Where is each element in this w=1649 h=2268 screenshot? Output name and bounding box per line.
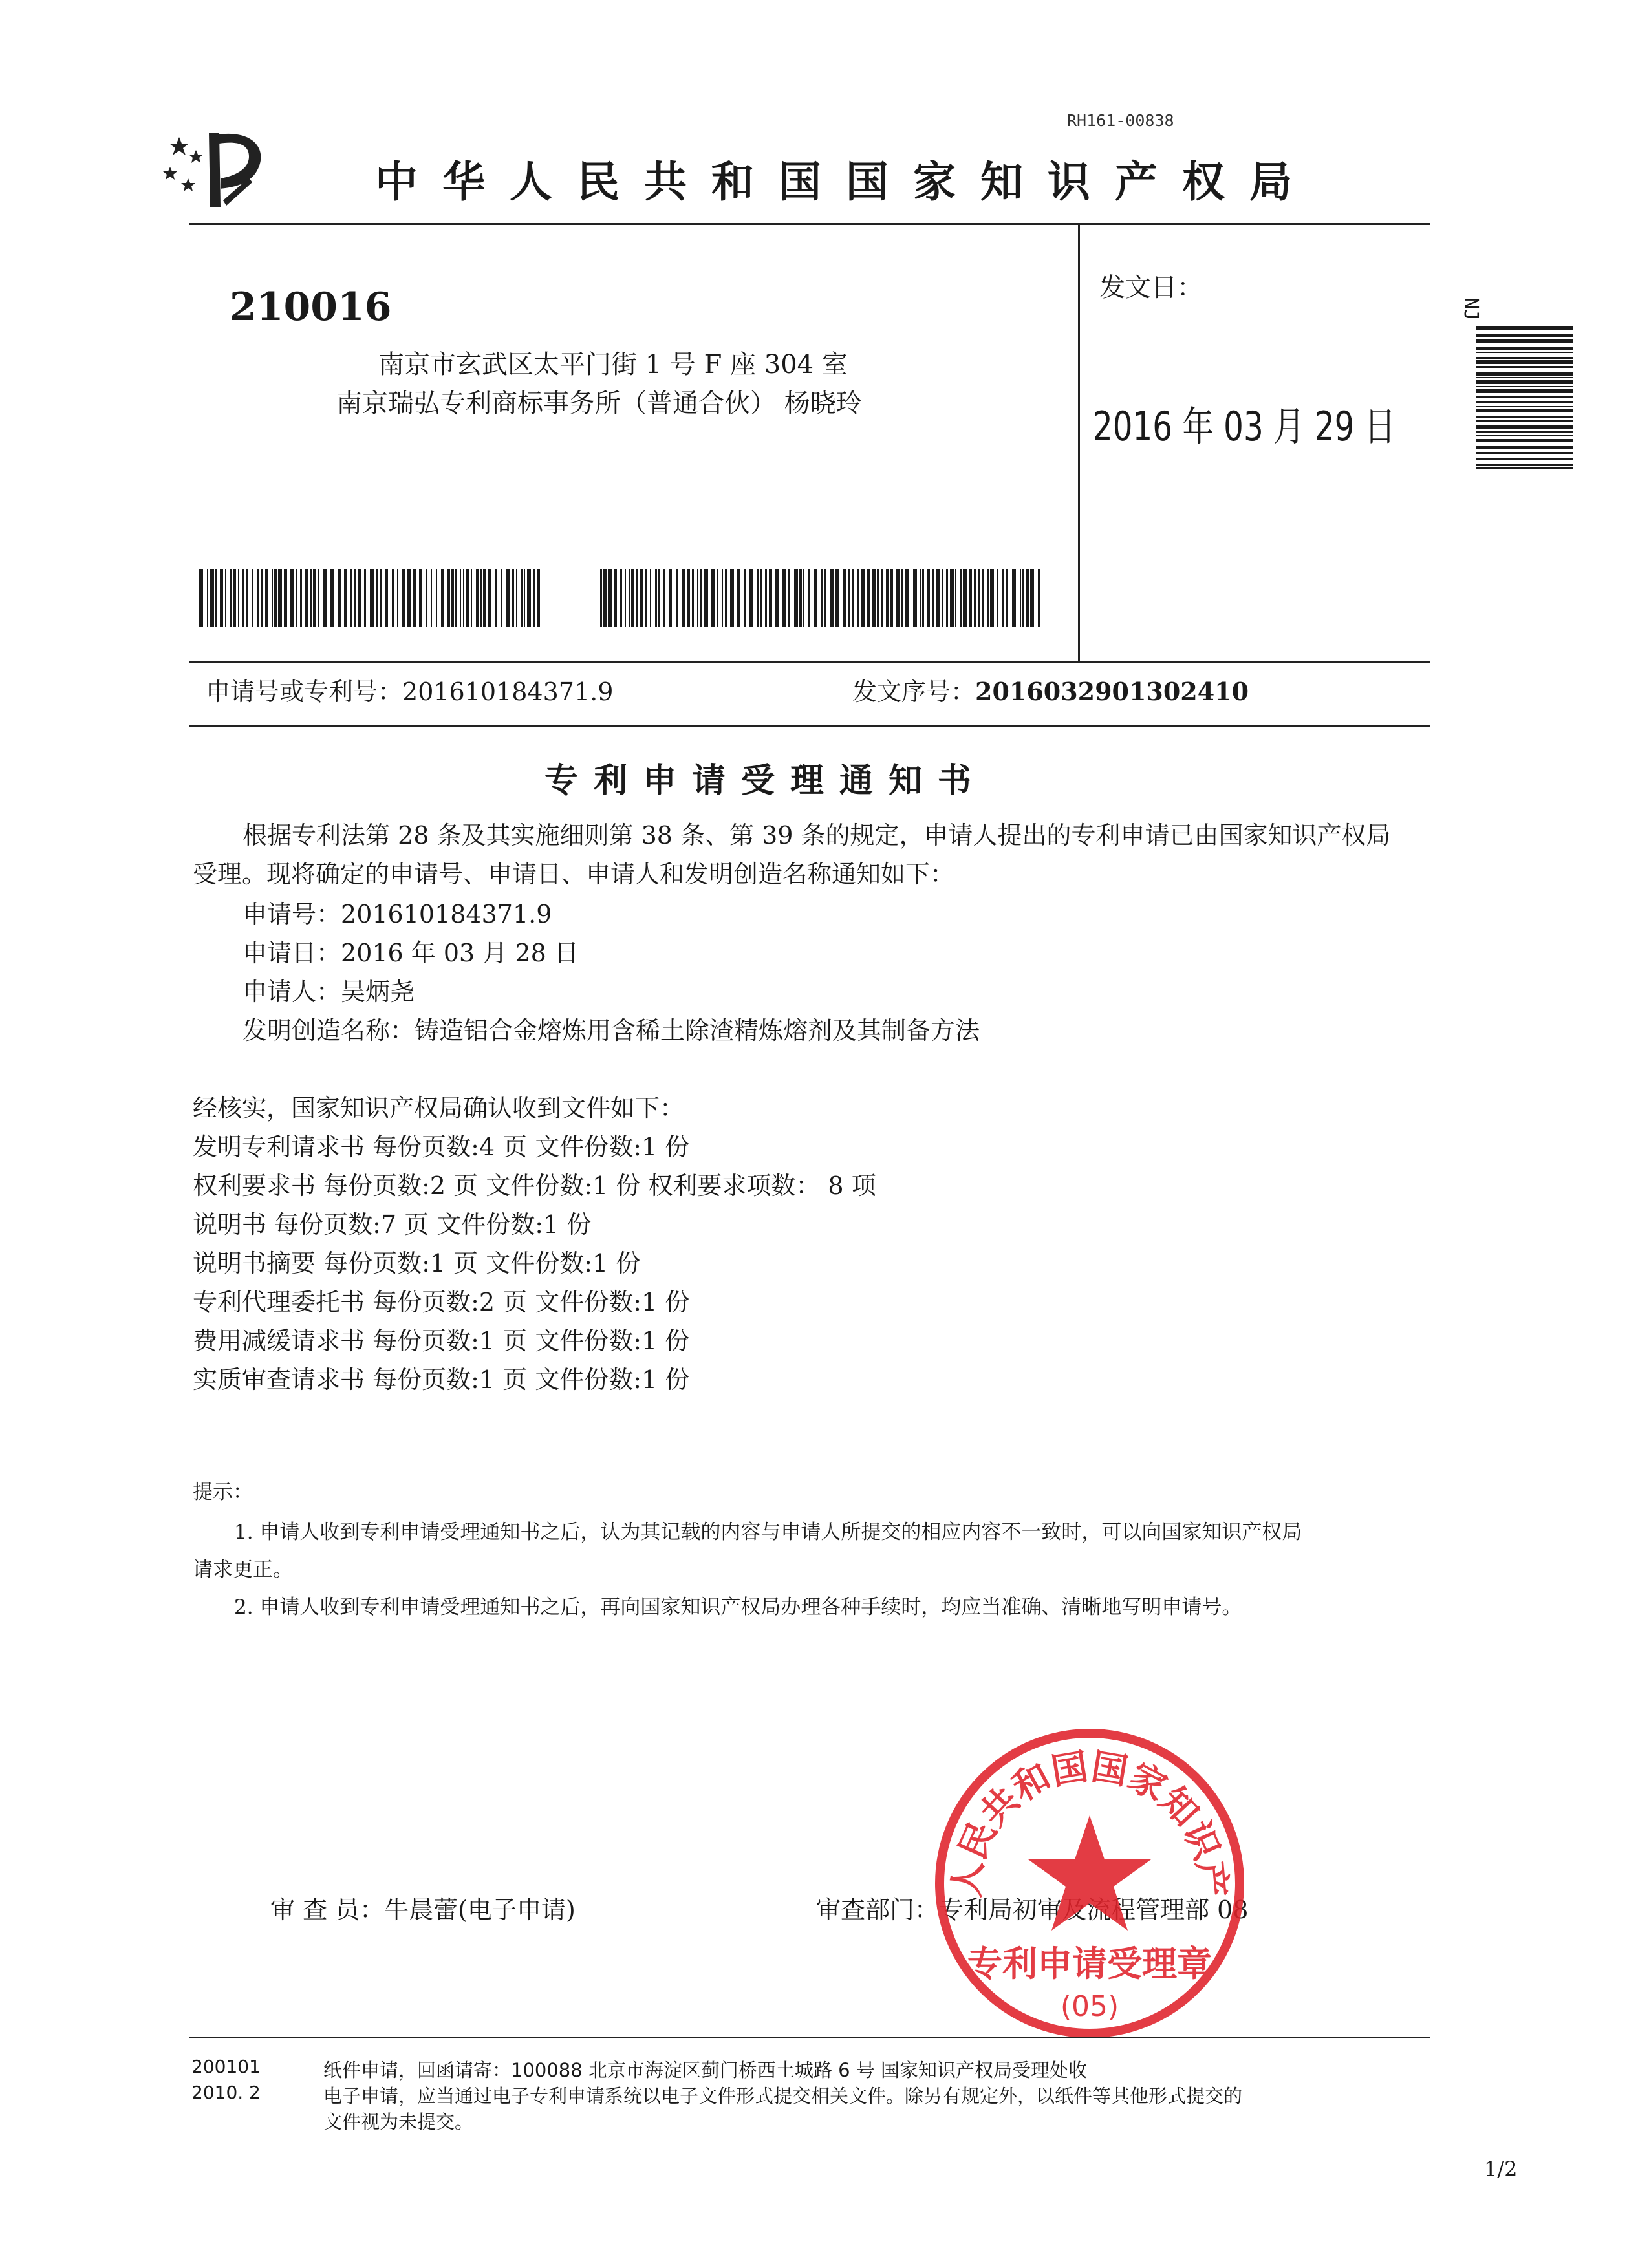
barcode-bar xyxy=(890,569,893,627)
department-value: 专利局初审及流程管理部 08 xyxy=(939,1896,1249,1924)
barcode-bar xyxy=(1476,439,1573,442)
barcode-bar xyxy=(717,569,718,627)
barcode-bar xyxy=(625,569,626,627)
document-item: 权利要求书 每份页数:2 页 文件份数:1 份 权利要求项数： 8 项 xyxy=(193,1171,876,1200)
barcode-bar xyxy=(230,569,232,627)
barcode-bar xyxy=(471,569,472,627)
barcode-bar xyxy=(483,569,486,627)
document-item: 实质审查请求书 每份页数:1 页 文件份数:1 份 xyxy=(193,1365,690,1394)
barcode-bar xyxy=(419,569,422,627)
barcode-bar xyxy=(658,569,660,627)
barcode-bar xyxy=(803,569,804,627)
document-item: 专利代理委托书 每份页数:2 页 文件份数:1 份 xyxy=(193,1288,690,1316)
barcode-bar xyxy=(252,569,253,627)
barcode-bar xyxy=(843,569,846,627)
barcode-bar xyxy=(527,569,531,627)
barcode-bar xyxy=(1026,569,1029,627)
barcode-bar xyxy=(814,569,817,627)
examiner-label: 审 查 员： xyxy=(270,1896,385,1924)
barcode-bar xyxy=(1476,435,1573,436)
barcode-bar xyxy=(603,569,607,627)
barcode-bar xyxy=(692,569,694,627)
barcode-bar xyxy=(757,569,759,627)
barcode-bar xyxy=(749,569,753,627)
document-item: 说明书摘要 每份页数:1 页 文件份数:1 份 xyxy=(193,1249,641,1278)
barcode-bar xyxy=(737,569,740,627)
notice-intro-line1: 根据专利法第 28 条及其实施细则第 38 条、第 39 条的规定，申请人提出的专利申请已由国家知识产权局 xyxy=(242,821,1391,850)
barcode-bar xyxy=(274,569,277,627)
issue-date-label: 发文日： xyxy=(1099,273,1203,303)
barcode-bar xyxy=(265,569,268,627)
barcode-bar xyxy=(338,569,341,627)
field-invention-title xyxy=(242,1011,980,1050)
barcode-bar xyxy=(824,569,826,627)
address-line: 南京市玄武区太平门街 1 号 F 座 304 室 xyxy=(378,350,848,380)
barcode-bar xyxy=(1038,569,1040,627)
side-barcode xyxy=(1476,326,1573,471)
barcode-bar xyxy=(1476,401,1573,403)
barcode-bar xyxy=(257,569,259,627)
barcode-bar xyxy=(775,569,779,627)
barcode-bar xyxy=(1020,569,1021,627)
barcode-bar xyxy=(974,569,976,627)
barcode-bar xyxy=(330,569,334,627)
barcode-bar xyxy=(725,569,727,627)
barcode-bar xyxy=(1476,339,1573,343)
field-application-date xyxy=(242,934,579,972)
reference-code: RH161-00838 xyxy=(1067,111,1174,130)
barcode-bar xyxy=(447,569,450,627)
barcode-bar xyxy=(310,569,312,627)
side-mark: NJ xyxy=(1460,297,1482,321)
postal-code: 210016 xyxy=(230,284,392,330)
barcode-bar xyxy=(534,569,535,627)
barcode-bar xyxy=(1476,389,1573,393)
confirm-heading: 经核实，国家知识产权局确认收到文件如下： xyxy=(193,1094,685,1122)
barcode-bar xyxy=(323,569,327,627)
barcode-bar xyxy=(760,569,762,627)
barcode-bar xyxy=(1476,406,1573,407)
barcode-bar xyxy=(927,569,930,627)
barcode-bar xyxy=(516,569,517,627)
office-logo xyxy=(158,116,275,213)
footer-code-1: 200101 xyxy=(191,2056,261,2077)
barcode-bar xyxy=(987,569,989,627)
barcode-bar xyxy=(1476,464,1573,466)
barcode-bar xyxy=(614,569,617,627)
barcode-bar xyxy=(1476,377,1573,378)
barcode-bar xyxy=(466,569,469,627)
barcode-bar xyxy=(886,569,889,627)
barcode-bar xyxy=(932,569,934,627)
barcode-bar xyxy=(620,569,622,627)
barcode-bar xyxy=(376,569,378,627)
barcode-bar xyxy=(835,569,839,627)
footer-line-3: 文件视为未提交。 xyxy=(323,2111,474,2133)
barcode-bar xyxy=(1476,334,1573,337)
barcode-bar xyxy=(296,569,297,627)
barcode-bar xyxy=(380,569,382,627)
barcode-bar xyxy=(960,569,962,627)
numbers-top-rule xyxy=(189,661,1430,663)
barcode-bar xyxy=(392,569,394,627)
barcode-bar xyxy=(669,569,672,627)
barcode-bar xyxy=(354,569,356,627)
barcode-bar xyxy=(1476,467,1573,469)
barcode-bar xyxy=(1476,458,1573,460)
barcode-bar xyxy=(901,569,903,627)
numbers-bottom-rule xyxy=(189,725,1430,727)
field-label: 申请号： xyxy=(242,900,341,928)
barcode-bar xyxy=(799,569,802,627)
barcode-bar xyxy=(640,569,643,627)
notice-intro-line2: 受理。现将确定的申请号、申请日、申请人和发明创造名称通知如下： xyxy=(193,860,955,888)
barcode-bar xyxy=(1476,409,1573,412)
barcode-bar xyxy=(278,569,282,627)
barcode-bar xyxy=(233,569,236,627)
barcode-bar xyxy=(861,569,865,627)
barcode-bar xyxy=(385,569,388,627)
barcode-bar xyxy=(765,569,767,627)
barcode-bar xyxy=(1476,425,1573,429)
barcode-bar xyxy=(1006,569,1008,627)
barcode-bar xyxy=(963,569,967,627)
serial-number-value: 2016032901302410 xyxy=(975,677,1249,706)
barcode-bar xyxy=(950,569,954,627)
address-barcode-2 xyxy=(600,569,1040,630)
barcode-bar xyxy=(990,569,994,627)
barcode-bar xyxy=(495,569,497,627)
barcode-bar xyxy=(877,569,879,627)
barcode-bar xyxy=(978,569,980,627)
barcode-bar xyxy=(982,569,984,627)
document-item: 说明书 每份页数:7 页 文件份数:1 份 xyxy=(193,1210,592,1239)
field-value: 201610184371.9 xyxy=(341,900,552,928)
barcode-bar xyxy=(700,569,702,627)
barcode-bar xyxy=(1012,569,1016,627)
barcode-bar xyxy=(711,569,715,627)
barcode-bar xyxy=(246,569,248,627)
footer-line-2: 电子申请，应当通过电子专利申请系统以电子文件形式提交相关文件。除另有规定外，以纸件等其他形式提交的 xyxy=(323,2085,1243,2107)
barcode-bar xyxy=(955,569,956,627)
barcode-bar xyxy=(261,569,263,627)
barcode-bar xyxy=(629,569,630,627)
barcode-bar xyxy=(744,569,746,627)
field-label: 发明创造名称： xyxy=(242,1016,415,1045)
barcode-bar xyxy=(857,569,859,627)
barcode-bar xyxy=(537,569,540,627)
barcode-bar xyxy=(896,569,900,627)
tip-item-1-line1: 1. 申请人收到专利申请受理通知书之后，认为其记载的内容与申请人所提交的相应内容不一致时，可以向国家知识产权局 xyxy=(234,1521,1302,1544)
barcode-bar xyxy=(225,569,226,627)
barcode-bar xyxy=(300,569,302,627)
barcode-bar xyxy=(1476,446,1573,449)
field-applicant xyxy=(242,972,415,1011)
notice-title: 专利申请受理通知书 xyxy=(544,762,987,800)
barcode-bar xyxy=(521,569,523,627)
field-value: 吴炳尧 xyxy=(341,978,415,1006)
barcode-bar xyxy=(1476,416,1573,418)
examiner-value: 牛晨蕾(电子申请) xyxy=(384,1896,576,1924)
field-value: 2016 年 03 月 28 日 xyxy=(341,939,579,967)
barcode-bar xyxy=(220,569,223,627)
barcode-bar xyxy=(441,569,444,627)
barcode-bar xyxy=(608,569,612,627)
application-number-value: 201610184371.9 xyxy=(402,678,614,706)
barcode-bar xyxy=(650,569,651,627)
barcode-bar xyxy=(506,569,510,627)
barcode-bar xyxy=(402,569,405,627)
barcode-bar xyxy=(769,569,772,627)
barcode-bar xyxy=(451,569,454,627)
barcode-bar xyxy=(663,569,665,627)
barcode-bar xyxy=(645,569,647,627)
office-name-title: 中华人民共和国国家知识产权局 xyxy=(375,157,1317,207)
barcode-bar xyxy=(370,569,374,627)
barcode-bar xyxy=(922,569,924,627)
field-label: 申请人： xyxy=(242,978,341,1006)
barcode-bar xyxy=(997,569,998,627)
recipient-line: 南京瑞弘专利商标事务所（普通合伙） 杨晓玲 xyxy=(336,389,862,418)
seal-ring-text: 人民共和国国家知识产 xyxy=(945,1746,1234,1899)
department-label: 审查部门： xyxy=(816,1896,940,1924)
barcode-bar xyxy=(808,569,810,627)
barcode-bar xyxy=(1476,366,1573,368)
barcode-bar xyxy=(1022,569,1024,627)
barcode-bar xyxy=(431,569,432,627)
address-barcode-1 xyxy=(199,569,542,630)
barcode-bar xyxy=(1476,347,1573,350)
barcode-bar xyxy=(350,569,352,627)
barcode-bar xyxy=(284,569,287,627)
barcode-bar xyxy=(969,569,972,627)
barcode-bar xyxy=(413,569,416,627)
page-number: 1/2 xyxy=(1484,2157,1518,2181)
barcode-bar xyxy=(936,569,940,627)
barcode-bar xyxy=(600,569,602,627)
barcode-bar xyxy=(704,569,708,627)
barcode-bar xyxy=(238,569,239,627)
barcode-bar xyxy=(655,569,657,627)
barcode-bar xyxy=(488,569,491,627)
barcode-bar xyxy=(480,569,482,627)
barcode-bar xyxy=(344,569,347,627)
barcode-bar xyxy=(1476,352,1573,353)
barcode-bar xyxy=(1476,420,1573,422)
field-value: 铸造铝合金熔炼用含稀土除渣精炼熔剂及其制备方法 xyxy=(415,1016,980,1045)
barcode-bar xyxy=(722,569,723,627)
barcode-bar xyxy=(215,569,217,627)
barcode-bar xyxy=(460,569,461,627)
barcode-bar xyxy=(872,569,876,627)
barcode-bar xyxy=(848,569,850,627)
barcode-bar xyxy=(1476,360,1573,364)
barcode-bar xyxy=(313,569,316,627)
barcode-bar xyxy=(913,569,917,627)
date-column-rule xyxy=(1078,223,1080,661)
barcode-bar xyxy=(199,569,203,627)
tip-item-2: 2. 申请人收到专利申请受理通知书之后，再向国家知识产权局办理各种手续时，均应当准确、清晰地写明申请号。 xyxy=(234,1596,1242,1619)
barcode-bar xyxy=(207,569,208,627)
tips-heading: 提示： xyxy=(193,1481,253,1504)
barcode-bar xyxy=(788,569,790,627)
barcode-bar xyxy=(426,569,427,627)
barcode-bar xyxy=(1476,431,1573,433)
tip-item-1-line2: 请求更正。 xyxy=(193,1558,293,1581)
barcode-bar xyxy=(397,569,398,627)
seal-code-text: (05) xyxy=(1060,1990,1119,2023)
serial-number-row xyxy=(852,672,1249,711)
barcode-bar xyxy=(242,569,244,627)
barcode-bar xyxy=(272,569,273,627)
barcode-bar xyxy=(1476,386,1573,387)
application-number-label: 申请号或专利号： xyxy=(206,678,403,706)
official-seal xyxy=(931,1725,1248,2042)
barcode-bar xyxy=(782,569,786,627)
barcode-bar xyxy=(1476,452,1573,454)
barcode-bar xyxy=(1476,326,1573,330)
barcode-bar xyxy=(305,569,308,627)
barcode-bar xyxy=(463,569,464,627)
barcode-bar xyxy=(881,569,883,627)
barcode-bar xyxy=(1476,372,1573,376)
barcode-bar xyxy=(358,569,361,627)
barcode-bar xyxy=(920,569,921,627)
barcode-bar xyxy=(730,569,734,627)
barcode-bar xyxy=(852,569,854,627)
barcode-bar xyxy=(210,569,214,627)
barcode-bar xyxy=(407,569,411,627)
barcode-bar xyxy=(697,569,698,627)
barcode-bar xyxy=(1476,380,1573,384)
field-application-number xyxy=(242,895,552,934)
footer-rule xyxy=(189,2037,1430,2038)
barcode-bar xyxy=(1030,569,1034,627)
barcode-bar xyxy=(318,569,319,627)
barcode-bar xyxy=(455,569,457,627)
barcode-bar xyxy=(676,569,678,627)
barcode-bar xyxy=(821,569,823,627)
barcode-bar xyxy=(905,569,909,627)
application-number-row xyxy=(206,672,613,711)
barcode-bar xyxy=(867,569,870,627)
issue-date-value: 2016 年 03 月 29 日 xyxy=(1093,403,1396,450)
barcode-bar xyxy=(1002,569,1004,627)
footer-code-2: 2010. 2 xyxy=(191,2082,261,2103)
field-label: 申请日： xyxy=(242,939,341,967)
document-item: 费用减缓请求书 每份页数:1 页 文件份数:1 份 xyxy=(193,1327,690,1355)
barcode-bar xyxy=(501,569,502,627)
barcode-bar xyxy=(636,569,638,627)
barcode-bar xyxy=(1476,357,1573,359)
document-item: 发明专利请求书 每份页数:4 页 文件份数:1 份 xyxy=(193,1133,690,1161)
seal-center-text: 专利申请受理章 xyxy=(967,1943,1212,1984)
header-rule xyxy=(189,223,1430,225)
barcode-bar xyxy=(1476,396,1573,398)
barcode-bar xyxy=(512,569,514,627)
barcode-bar xyxy=(682,569,685,627)
barcode-bar xyxy=(476,569,479,627)
barcode-bar xyxy=(290,569,294,627)
barcode-bar xyxy=(436,569,437,627)
footer-line-1: 纸件申请，回函请寄：100088 北京市海淀区蓟门桥西土城路 6 号 国家知识产权局受理处收 xyxy=(323,2059,1088,2081)
barcode-bar xyxy=(631,569,634,627)
barcode-bar xyxy=(830,569,834,627)
barcode-bar xyxy=(794,569,798,627)
barcode-bar xyxy=(364,569,366,627)
serial-number-label: 发文序号： xyxy=(852,678,976,706)
examiner-row xyxy=(270,1890,576,1929)
barcode-bar xyxy=(946,569,948,627)
barcode-bar xyxy=(942,569,943,627)
barcode-bar xyxy=(687,569,690,627)
barcode-bar xyxy=(524,569,525,627)
